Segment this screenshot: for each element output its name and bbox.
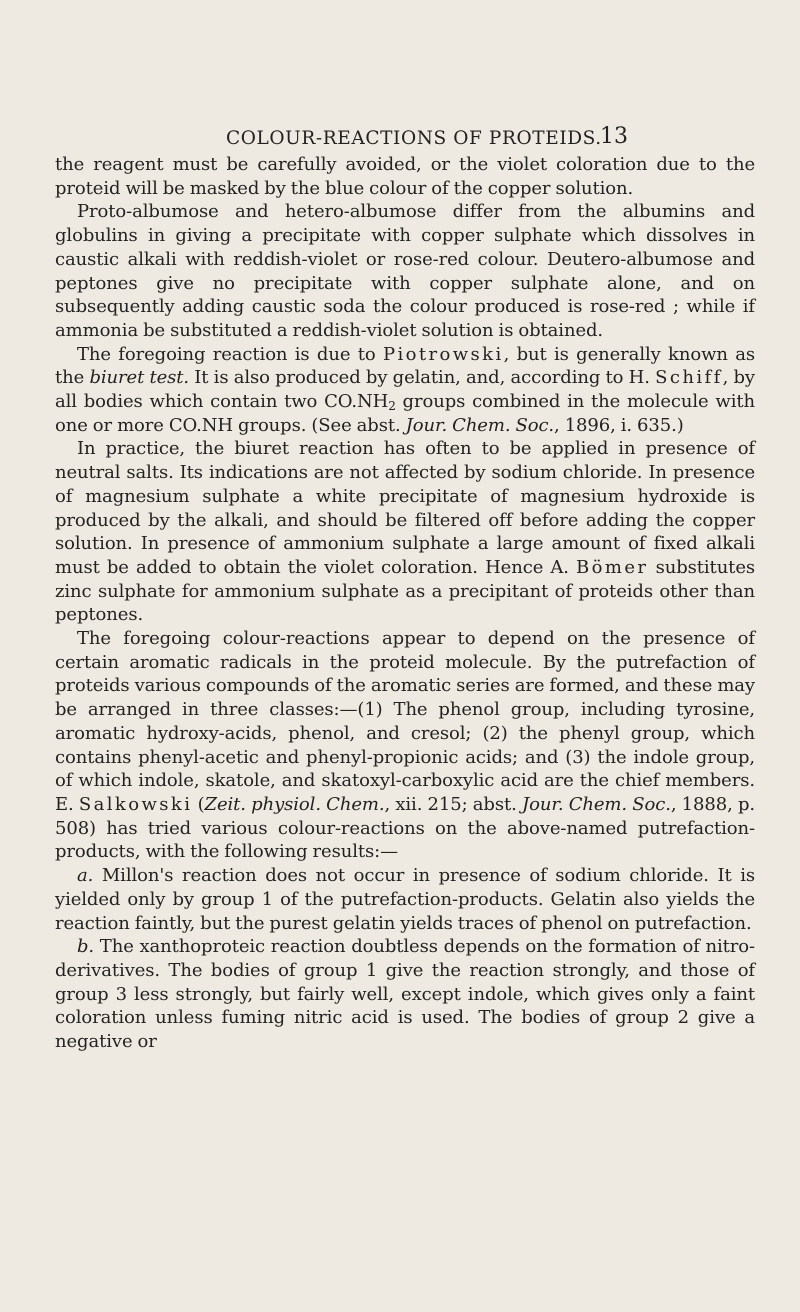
page-number: 13 <box>600 124 628 149</box>
text-run: substitutes zinc sulphate for ammonium sulphate as a precipitant of proteids other than peptones. <box>55 556 756 626</box>
paragraph-7 <box>55 935 755 1054</box>
text-run: groups combined in the molecule with one or more CO.NH groups. (See abst. <box>55 391 755 436</box>
text-run: , xii. 215; abst. <box>384 793 522 815</box>
paragraph-6 <box>55 864 755 935</box>
text-run: ( <box>192 793 205 815</box>
italic-term: biuret test. <box>89 367 190 389</box>
text-run: , but is generally known as the <box>55 343 756 389</box>
paragraph-3 <box>55 343 755 438</box>
text-run: , 1888, p. 508) has tried various colour-reactions on the above-named putrefaction-products, with the following results:— <box>55 793 755 863</box>
journal-title: Zeit. physiol. Chem. <box>204 793 385 815</box>
paragraph-2: Proto-albumose and hetero-albumose differ from the albumins and globulins in giving a precipitate with copper sulphate which dissolves in caustic alkali with reddish-violet or rose-red colour. Deutero-albumose and peptones give no precipitate with copper sulphate alone, and on subsequently adding caustic soda the colour produced is rose-red ; while if ammonia be substituted a reddish-violet solution is obtained. <box>55 201 755 341</box>
author-name: Schiff <box>655 367 723 389</box>
text-run: The foregoing colour-reactions appear to depend on the presence of certain aromatic radicals in the proteid molecule. By the putrefaction of proteids various compounds of the aromatic series are formed, and these may be arranged in three classes:—(1) The phenol group, including tyrosine, aromatic hydroxy-acids, phenol, and cresol; (2) the phenyl group, which contains phenyl-acetic and phenyl-propionic acids; and (3) the indole group, of which indole, skatole, and skatoxyl-carboxylic acid are the chief members. E. <box>55 628 755 815</box>
author-name: Piotrowski <box>382 343 504 365</box>
author-name: Bömer <box>576 556 649 578</box>
text-run: In practice, the biuret reaction has often to be applied in presence of neutral salts. Its indications are not affected by sodium chloride. In presence of magnesium sulphate a white precipitate of magnesium hydroxide is produced by the alkali, and should be filtered off before adding the copper solution. In presence of ammonium sulphate a large amount of fixed alkali must be added to obtain the violet coloration. Hence A. <box>55 438 755 578</box>
body-text <box>55 153 755 1054</box>
text-run: , by all bodies which contain two CO.NH <box>55 367 756 413</box>
paragraph-1: the reagent must be carefully avoided, or the violet coloration due to the proteid will be masked by the blue colour of the copper solution. <box>55 154 755 199</box>
list-label: b. <box>77 936 95 958</box>
text-run: , 1896, i. 635.) <box>554 414 684 436</box>
text-run: Millon's reaction does not occur in presence of sodium chloride. It is yielded only by group 1 of the putrefaction-products. Gelatin also yields the reaction faintly, but the purest gelatin yields traces of phenol on putrefaction. <box>55 865 755 934</box>
journal-title: Jour. Chem. Soc. <box>521 793 671 815</box>
author-name: Salkowski <box>78 793 193 815</box>
text-run: The xanthoproteic reaction doubtless depends on the formation of nitro-derivatives. The bodies of group 1 give the reaction strongly, and those of group 3 less strongly, but fairly well, except indole, which gives only a faint coloration unless fuming nitric acid is used. The bodies of group 2 give a negative or <box>55 936 755 1053</box>
text-run: The foregoing reaction is due to <box>77 343 383 365</box>
journal-title: Jour. Chem. Soc. <box>405 414 555 436</box>
running-head: COLOUR-REACTIONS OF PROTEIDS. <box>226 128 602 149</box>
subscript: 2 <box>388 399 396 414</box>
paragraph-4 <box>55 437 755 627</box>
text-run: It is also produced by gelatin, and, according to H. <box>189 367 656 389</box>
paragraph-5 <box>55 627 755 864</box>
list-label: a. <box>77 865 94 887</box>
